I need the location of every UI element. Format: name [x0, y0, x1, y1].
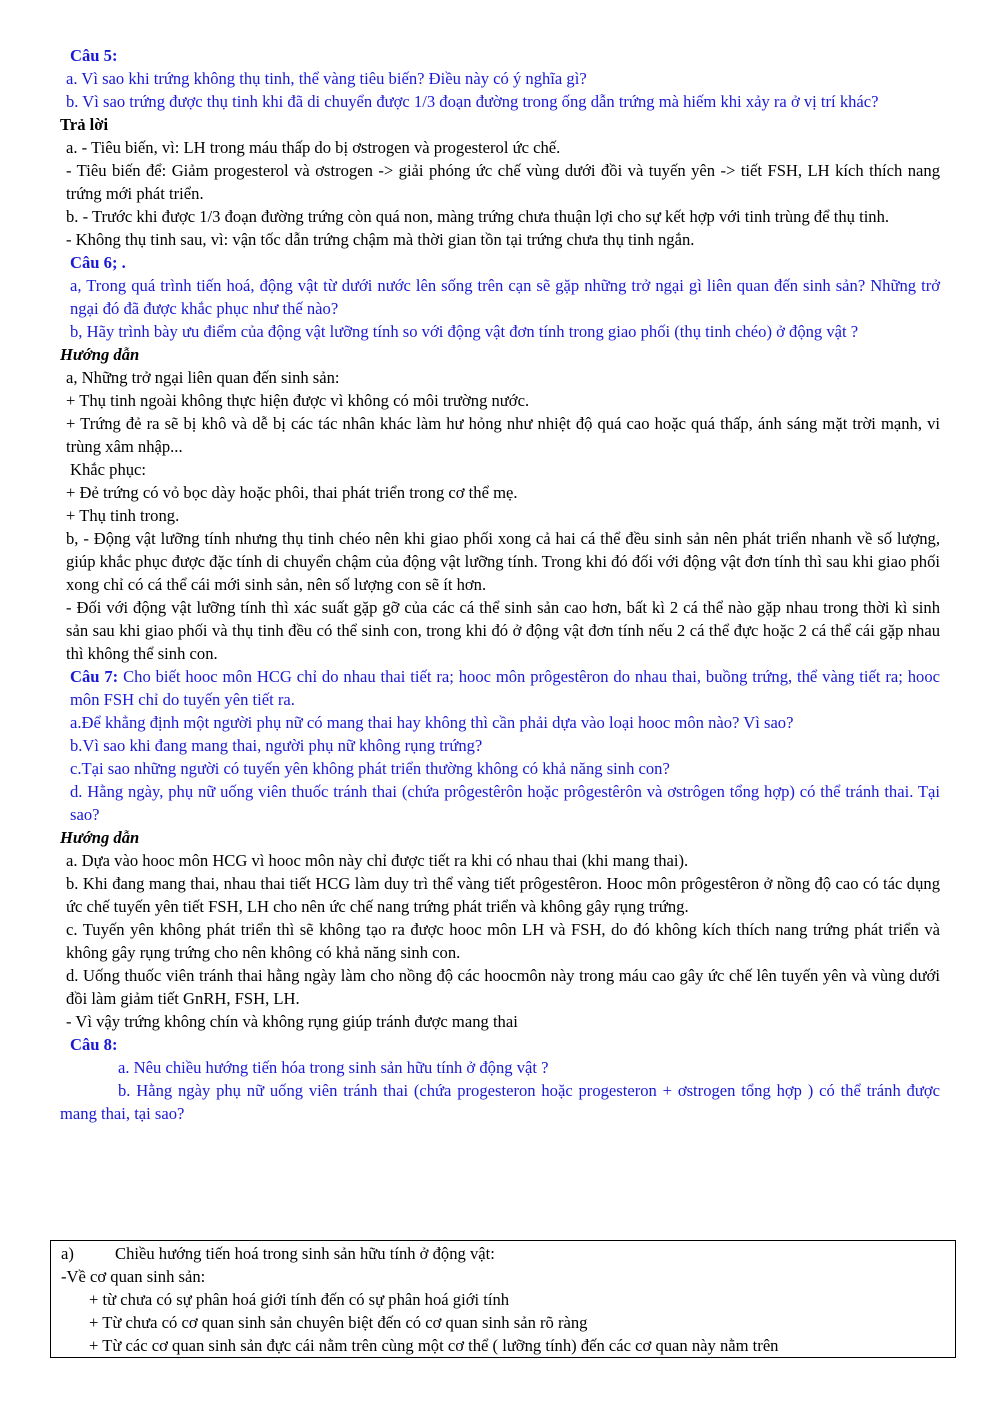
- box-row-1-text: Chiều hướng tiến hoá trong sinh sản hữu tính ở động vật:: [115, 1244, 495, 1263]
- answer-7e: - Vì vậy trứng không chín và không rụng giúp tránh được mang thai: [66, 1012, 518, 1031]
- question-5b: b. Vì sao trứng được thụ tinh khi đã di chuyển được 1/3 đoạn đường trong ống dẫn trứng mà hiếm khi xảy ra ở vị trí khác?: [66, 92, 879, 111]
- guide-heading-6: Hướng dẫn: [60, 345, 140, 364]
- answer-7b: b. Khi đang mang thai, nhau thai tiết HCG làm duy trì thể vàng tiết prôgestêron. Hooc môn prôgestêron ở nồng độ cao có tác dụng ức chế tuyến yên tiết FSH, LH cho nên ức chế nang trứng phát triển và không gây rụng trứng.: [66, 874, 940, 916]
- guide-6-line-1: a, Những trở ngại liên quan đến sinh sản:: [66, 368, 340, 387]
- question-7d: d. Hằng ngày, phụ nữ uống viên thuốc tránh thai (chứa prôgestêrôn hoặc prôgestêrôn và ơstrôgen tổng hợp) có thể tránh thai. Tại sao?: [70, 782, 940, 824]
- answer-5a-1: a. - Tiêu biến, vì: LH trong máu thấp do bị ơstrogen và progesterol ức chế.: [66, 138, 561, 157]
- guide-6-line-2: + Thụ tinh ngoài không thực hiện được vì không có môi trường nước.: [66, 391, 530, 410]
- guide-6-line-8: - Đối với động vật lưỡng tính thì xác suất gặp gỡ của các cá thể sinh sản cao hơn, bất kì 2 cá thể nào gặp nhau trong thời kì sinh sản sau khi giao phối và thụ tinh đều có thể sinh con, trong khi đó ở động vật đơn tính nếu 2 cá thể đực hoặc 2 cá thể cái gặp nhau thì không thể sinh con.: [66, 598, 940, 663]
- answer-7a: a. Dựa vào hooc môn HCG vì hooc môn này chỉ được tiết ra khi có nhau thai (khi mang thai).: [66, 851, 689, 870]
- question-5a: a. Vì sao khi trứng không thụ tinh, thể vàng tiêu biến? Điều này có ý nghĩa gì?: [66, 69, 587, 88]
- question-7a: a.Để khẳng định một người phụ nữ có mang thai hay không thì cần phải dựa vào loại hooc môn nào? Vì sao?: [70, 713, 794, 732]
- question-7c: c.Tại sao những người có tuyến yên không phát triển thường không có khả năng sinh con?: [70, 759, 670, 778]
- guide-6-line-5: + Đẻ trứng có vỏ bọc dày hoặc phôi, thai phát triển trong cơ thể mẹ.: [66, 483, 518, 502]
- guide-6-line-7: b, - Động vật lưỡng tính nhưng thụ tinh chéo nên khi giao phối xong cả hai cá thể đều sinh sản nên phát triển nhanh về số lượng, giúp khắc phục được đặc tính di chuyển chậm của động vật lưỡng tính. Trong khi đó đối với động vật đơn tính thì sau khi giao phối xong chỉ có cá thể cái mới sinh sản, nên số lượng con sẽ ít hơn.: [66, 529, 940, 594]
- answer-box: [50, 1240, 956, 1358]
- question-5-title: Câu 5:: [70, 46, 118, 65]
- answer-heading-5: Trả lời: [60, 115, 109, 134]
- question-6a: a, Trong quá trình tiến hoá, động vật từ dưới nước lên sống trên cạn sẽ gặp những trở ngại gì liên quan đến sinh sản? Những trở ngại đó đã được khắc phục như thế nào?: [70, 276, 940, 318]
- answer-7c: c. Tuyến yên không phát triển thì sẽ không tạo ra được hooc môn LH và FSH, do đó không kích thích nang trứng phát triển và không gây rụng trứng cho nên không có khả năng sinh con.: [66, 920, 940, 962]
- guide-6-line-6: + Thụ tinh trong.: [66, 506, 180, 525]
- box-row-1-label: a): [61, 1244, 74, 1263]
- box-row-1: [61, 1242, 947, 1265]
- box-row-5: + Từ các cơ quan sinh sản đực cái nằm trên cùng một cơ thể ( lưỡng tính) đến các cơ quan này nằm trên: [89, 1336, 779, 1355]
- question-8b: b. Hằng ngày phụ nữ uống viên tránh thai (chứa progesteron hoặc progesteron + ơstrogen tổng hợp ) có thể tránh được mang thai, tại sao?: [60, 1081, 940, 1123]
- guide-heading-7: Hướng dẫn: [60, 828, 140, 847]
- box-row-3: + từ chưa có sự phân hoá giới tính đến có sự phân hoá giới tính: [89, 1290, 510, 1309]
- guide-6-line-3: + Trứng đẻ ra sẽ bị khô và dễ bị các tác nhân khác làm hư hỏng như nhiệt độ quá cao hoặc quá thấp, ánh sáng mặt trời mạnh, vi trùng xâm nhập...: [66, 414, 940, 456]
- question-8-title: Câu 8:: [70, 1035, 118, 1054]
- answer-7d: d. Uống thuốc viên tránh thai hằng ngày làm cho nồng độ các hoocmôn này trong máu cao gây ức chế lên tuyến yên và vùng dưới đồi làm giảm tiết GnRH, FSH, LH.: [66, 966, 940, 1008]
- question-7b: b.Vì sao khi đang mang thai, người phụ nữ không rụng trứng?: [70, 736, 483, 755]
- guide-6-line-4: Khắc phục:: [70, 460, 147, 479]
- question-7-text: Cho biết hooc môn HCG chỉ do nhau thai tiết ra; hooc môn prôgestêron do nhau thai, buồng trứng, thể vàng tiết ra; hooc môn FSH chỉ do tuyến yên tiết ra.: [70, 667, 940, 709]
- box-row-4: + Từ chưa có cơ quan sinh sản chuyên biệt đến có cơ quan sinh sản rõ ràng: [89, 1313, 588, 1332]
- document-page: [60, 44, 940, 1125]
- answer-5a-2: - Tiêu biến để: Giảm progesterol và ơstrogen -> giải phóng ức chế vùng dưới đồi và tuyến yên -> tiết FSH, LH kích thích nang trứng mới phát triển.: [66, 161, 940, 203]
- answer-5b-2: - Không thụ tinh sau, vì: vận tốc dẫn trứng chậm mà thời gian tồn tại trứng chưa thụ tinh ngắn.: [66, 230, 695, 249]
- question-6-title: Câu 6; .: [70, 253, 126, 272]
- question-6b: b, Hãy trình bày ưu điểm của động vật lưỡng tính so với động vật đơn tính trong giao phối (thụ tinh chéo) ở động vật ?: [70, 322, 859, 341]
- question-8a: a. Nêu chiều hướng tiến hóa trong sinh sản hữu tính ở động vật ?: [118, 1058, 549, 1077]
- box-row-2: -Về cơ quan sinh sản:: [61, 1267, 206, 1286]
- question-7-title: Câu 7:: [70, 667, 119, 686]
- question-7-intro: [60, 665, 940, 711]
- answer-5b-1: b. - Trước khi được 1/3 đoạn đường trứng còn quá non, màng trứng chưa thuận lợi cho sự kết hợp với tinh trùng để thụ tinh.: [66, 207, 890, 226]
